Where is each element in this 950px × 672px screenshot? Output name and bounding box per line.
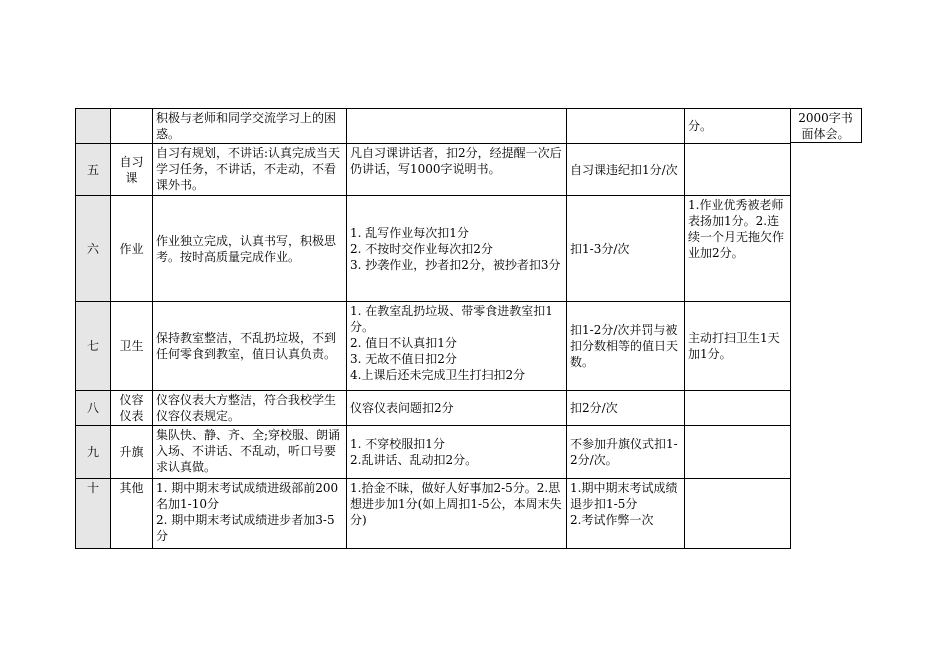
deduct-line: 2. 值日不认真扣1分: [350, 336, 457, 350]
row-bonus: 1.作业优秀被老师表扬加1分。2.连续一个月无拖欠作业加2分。: [685, 196, 791, 302]
row-category: 自习课: [111, 144, 153, 196]
table-row: [76, 109, 791, 144]
standard-line: 1. 期中期末考试成绩进级部前200名加1-10分: [156, 481, 339, 511]
row-standard: 积极与老师和同学交流学习上的困惑。: [153, 109, 347, 144]
row-number: 六: [76, 196, 111, 302]
row-deduct: [347, 109, 567, 144]
row-bonus: [685, 426, 791, 479]
row-bonus: [685, 391, 791, 426]
deduct-line: 1. 不穿校服扣1分: [350, 437, 445, 451]
row-category: 卫生: [111, 302, 153, 391]
row-standard: 仪容仪表大方整洁，符合我校学生仪容仪表规定。: [153, 391, 347, 426]
deduct-line: 3. 抄袭作业，抄者扣2分，被抄者扣3分: [350, 257, 561, 272]
row-number: 九: [76, 426, 111, 479]
deduct-line: 2.乱讲话、乱动扣2分。: [350, 453, 478, 467]
overflow-cell: 2000字书面体会。: [790, 108, 862, 143]
row-deduct: 1.拾金不昧，做好人好事加2-5分。2.思想进步加1分(如上周扣1-5公，本周末失分): [347, 479, 567, 549]
row-number: 五: [76, 144, 111, 196]
row-bonus: [685, 479, 791, 549]
row-number: [76, 109, 111, 144]
row-deduct: 凡自习课讲话者，扣2分，经提醒一次后仍讲话，写1000字说明书。: [347, 144, 567, 196]
row-category: 其他: [111, 479, 153, 549]
row-penalty: 不参加升旗仪式扣1-2分/次。: [567, 426, 685, 479]
row-standard: [153, 479, 347, 549]
row-category: 升旗: [111, 426, 153, 479]
row-deduct: 仪容仪表问题扣2分: [347, 391, 567, 426]
row-penalty: [567, 109, 685, 144]
standard-line: 2. 期中期末考试成绩进步者加3-5分: [156, 513, 335, 543]
deduct-line: 2. 不按时交作业每次扣2分: [350, 241, 493, 256]
table-row: [76, 391, 791, 426]
row-category: 仪容仪表: [111, 391, 153, 426]
row-penalty: 自习课违纪扣1分/次: [567, 144, 685, 196]
row-number: 七: [76, 302, 111, 391]
row-deduct: [347, 426, 567, 479]
table-row: [76, 144, 791, 196]
conduct-rules-table: [75, 108, 791, 549]
row-bonus: [685, 144, 791, 196]
table-row: [76, 426, 791, 479]
row-penalty: 扣1-3分/次: [567, 196, 685, 302]
row-bonus: 分。: [685, 109, 791, 144]
deduct-line: 3. 无故不值日扣2分: [350, 352, 457, 366]
table-row: [76, 302, 791, 391]
row-penalty: 扣1-2分/次并罚与被扣分数相等的值日天数。: [567, 302, 685, 391]
row-number: 十: [76, 479, 111, 549]
penalty-line: 1.期中期末考试成绩退步扣1-5分: [570, 481, 678, 511]
deduct-line: 1. 在教室乱扔垃圾、带零食进教室扣1分。: [350, 304, 553, 334]
deduct-line: 1. 乱写作业每次扣1分: [350, 225, 469, 240]
row-bonus: 主动打扫卫生1天加1分。: [685, 302, 791, 391]
row-standard: 集队快、静、齐、全;穿校服、朗诵入场、不讲话、不乱动，听口号要求认真做。: [153, 426, 347, 479]
row-deduct: [347, 302, 567, 391]
table-row: [76, 479, 791, 549]
row-deduct: [347, 196, 567, 302]
penalty-line: 2.考试作弊一次: [570, 513, 654, 527]
row-penalty: 扣2分/次: [567, 391, 685, 426]
row-standard: 作业独立完成，认真书写，积极思考。按时高质量完成作业。: [153, 196, 347, 302]
row-category: 作业: [111, 196, 153, 302]
deduct-line: 4.上课后还未完成卫生打扫扣2分: [350, 368, 526, 382]
row-standard: 保持教室整洁，不乱扔垃圾，不到任何零食到教室，值日认真负责。: [153, 302, 347, 391]
row-penalty: [567, 479, 685, 549]
row-number: 八: [76, 391, 111, 426]
row-standard: 自习有规划，不讲话:认真完成当天学习任务，不讲话，不走动，不看课外书。: [153, 144, 347, 196]
row-category: [111, 109, 153, 144]
table-row: [76, 196, 791, 302]
